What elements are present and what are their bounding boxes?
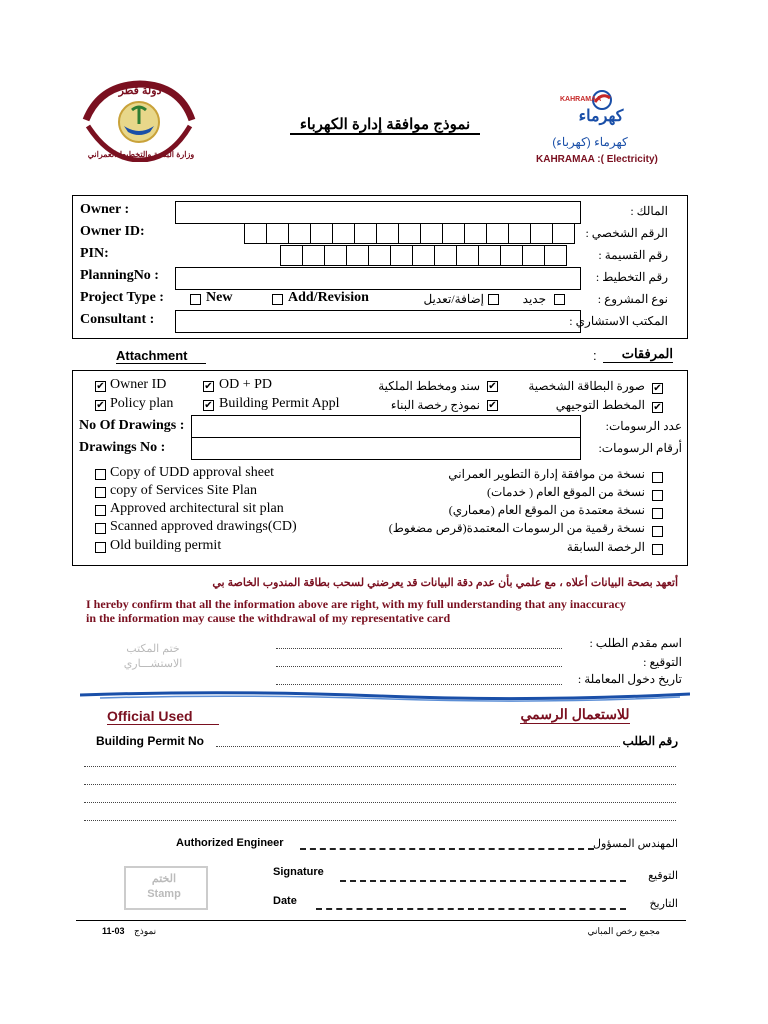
project-type-label-ar: نوع المشروع :: [597, 292, 668, 306]
title-deed-checkbox[interactable]: ✔: [488, 381, 497, 392]
services-plan-item: copy of Services Site Plan: [110, 483, 257, 498]
owner-id-field[interactable]: [244, 223, 575, 244]
new-ar-checkbox[interactable]: [554, 294, 565, 305]
official-date-line[interactable]: [316, 908, 626, 910]
new-label-ar: جديد: [522, 292, 546, 306]
kahramaa-ar-logo: كهرماء: [578, 108, 624, 125]
owner-label-ar: المالك :: [630, 204, 668, 218]
guide-plan-item-ar: المخطط التوجيهي: [555, 398, 645, 412]
official-notes-line-3[interactable]: [84, 802, 676, 803]
signature-label: Signature: [273, 866, 324, 878]
consultant-stamp-line1: ختم المكتب: [126, 643, 180, 655]
qatar-logo-text: دولة قطر: [118, 85, 162, 97]
owner-label: Owner :: [80, 202, 130, 217]
pin-label-ar: رقم القسيمة :: [598, 248, 668, 262]
no-of-drawings-label: No Of Drawings :: [79, 418, 185, 433]
official-notes-line-1[interactable]: [84, 766, 676, 767]
applicant-signature-line[interactable]: [276, 666, 562, 667]
permit-form-item-ar: نموذج رخصة البناء: [390, 398, 480, 412]
building-permit-complex: مجمع رخص المباني: [587, 926, 660, 936]
pin-field[interactable]: [280, 245, 567, 266]
attachment-colon: :: [593, 348, 597, 363]
scanned-drawings-item: Scanned approved drawings(CD): [110, 519, 297, 534]
authorized-engineer-label-ar: المهندس المسؤول: [593, 838, 678, 850]
consultant-label: Consultant :: [80, 312, 155, 327]
ministry-text: وزارة البلدية والتخطيط العمراني: [87, 150, 195, 159]
services-plan-ar-checkbox[interactable]: [652, 490, 663, 501]
applicant-signature-label: التوقيع :: [643, 655, 682, 669]
drawings-no-label: Drawings No :: [79, 440, 166, 455]
declaration-line2: in the information may cause the withdrawal of my representative card: [86, 611, 451, 625]
no-of-drawings-label-ar: عدد الرسومات:: [605, 419, 682, 433]
planning-field[interactable]: [175, 267, 581, 290]
owner-id-label: Owner ID:: [80, 224, 145, 239]
form-label-ar: نموذج: [134, 926, 157, 936]
owner-id-label-ar: الرقم الشخصي :: [585, 226, 668, 240]
services-plan-item-ar: نسخة من الموقع العام ( خدمات): [487, 485, 645, 499]
building-permit-no-line[interactable]: [216, 746, 620, 747]
date-label: Date: [273, 895, 297, 907]
scanned-drawings-checkbox[interactable]: [95, 523, 106, 534]
footer-rule: [76, 920, 686, 921]
building-permit-appl-checkbox[interactable]: ✔: [204, 400, 213, 411]
udd-sheet-checkbox[interactable]: [95, 469, 106, 480]
authorized-engineer-line[interactable]: [300, 848, 594, 850]
declaration-line1: I hereby confirm that all the information above are right, with my full understanding that any inaccuracy: [86, 597, 626, 611]
add-revision-ar-checkbox[interactable]: [488, 294, 499, 305]
official-notes-line-4[interactable]: [84, 820, 676, 821]
drawings-no-label-ar: أرقام الرسومات:: [598, 441, 682, 455]
official-signature-line[interactable]: [340, 880, 626, 882]
applicant-name-line[interactable]: [276, 648, 562, 649]
od-pd-checkbox[interactable]: ✔: [204, 381, 213, 392]
applicant-name-label: اسم مقدم الطلب :: [589, 636, 682, 650]
attachment-title-ar: المرفقات: [603, 346, 673, 363]
udd-sheet-ar-checkbox[interactable]: [652, 472, 663, 483]
official-title: Official Used: [107, 708, 219, 725]
pin-label: PIN:: [80, 246, 109, 261]
add-revision-label-ar: إضافة/تعديل: [423, 292, 484, 306]
consultant-stamp-line2: الاستشـــاري: [123, 658, 183, 670]
policy-plan-item: Policy plan: [110, 396, 174, 411]
planning-label: PlanningNo :: [80, 268, 159, 283]
owner-id-item: Owner ID: [110, 377, 167, 392]
planning-label-ar: رقم التخطيط :: [595, 270, 668, 284]
new-label: New: [206, 290, 233, 305]
arch-plan-ar-checkbox[interactable]: [652, 508, 663, 519]
permit-form-checkbox[interactable]: ✔: [488, 400, 497, 411]
old-permit-checkbox[interactable]: [95, 542, 106, 553]
udd-sheet-item: Copy of UDD approval sheet: [110, 465, 275, 480]
add-revision-label: Add/Revision: [288, 290, 369, 305]
scanned-drawings-item-ar: نسخة رقمية من الرسومات المعتمدة(قرص مضغوط): [388, 521, 645, 535]
kahramaa-brand: KAHRAMAA: [560, 96, 602, 103]
policy-plan-checkbox[interactable]: ✔: [96, 400, 105, 411]
arch-plan-item: Approved architectural sit plan: [110, 501, 284, 516]
stamp-label: Stamp: [147, 888, 181, 900]
kahramaa-ar: كهرماء (كهرباء): [552, 135, 628, 149]
wave-separator: [80, 688, 690, 702]
consultant-label-ar: المكتب الاستشاري :: [569, 314, 668, 328]
project-type-label: Project Type :: [80, 290, 164, 305]
id-card-checkbox[interactable]: ✔: [653, 383, 662, 394]
no-of-drawings-field[interactable]: [191, 415, 581, 438]
form-title: نموذج موافقة إدارة الكهرباء: [290, 115, 480, 135]
guide-plan-checkbox[interactable]: ✔: [653, 402, 662, 413]
arch-plan-checkbox[interactable]: [95, 505, 106, 516]
entry-date-line[interactable]: [276, 684, 562, 685]
consultant-field[interactable]: [175, 310, 581, 333]
signature-label-ar: التوقيع: [648, 870, 678, 882]
services-plan-checkbox[interactable]: [95, 487, 106, 498]
authorized-engineer-label: Authorized Engineer: [176, 837, 284, 849]
kahramaa-en: KAHRAMAA :( Electricity): [536, 154, 658, 165]
scanned-drawings-ar-checkbox[interactable]: [652, 526, 663, 537]
official-notes-line-2[interactable]: [84, 784, 676, 785]
building-permit-appl-item: Building Permit Appl: [219, 396, 340, 411]
attachment-title: Attachment: [116, 348, 206, 364]
declaration-ar: أتعهد بصحة البيانات أعلاه ، مع علمي بأن عدم دقة البيانات قد يعرضني لسحب بطاقة المندوب الخاصة بي: [212, 577, 678, 589]
official-title-ar: للاستعمال الرسمي: [520, 706, 630, 722]
owner-field[interactable]: [175, 201, 581, 224]
new-checkbox[interactable]: [190, 294, 201, 305]
od-pd-item: OD + PD: [219, 377, 273, 392]
drawings-no-field[interactable]: [191, 437, 581, 460]
udd-sheet-item-ar: نسخة من موافقة إدارة التطوير العمراني: [448, 467, 645, 481]
form-number: 11-03: [102, 926, 125, 936]
title-deed-item-ar: سند ومخطط الملكية: [378, 379, 480, 393]
entry-date-label: تاريخ دخول المعاملة :: [577, 672, 682, 686]
old-permit-item: Old building permit: [110, 538, 222, 553]
arch-plan-item-ar: نسخة معتمدة من الموقع العام (معماري): [448, 503, 645, 517]
request-no-label-ar: رقم الطلب: [622, 734, 678, 748]
add-revision-checkbox[interactable]: [272, 294, 283, 305]
old-permit-item-ar: الرخصة السابقة: [566, 540, 645, 554]
id-card-item-ar: صورة البطاقة الشخصية: [528, 379, 645, 393]
old-permit-ar-checkbox[interactable]: [652, 544, 663, 555]
owner-id-checkbox[interactable]: ✔: [96, 381, 105, 392]
building-permit-no-label: Building Permit No: [96, 734, 204, 748]
stamp-label-ar: الختم: [151, 873, 177, 885]
date-label-ar: التاريخ: [649, 898, 678, 910]
